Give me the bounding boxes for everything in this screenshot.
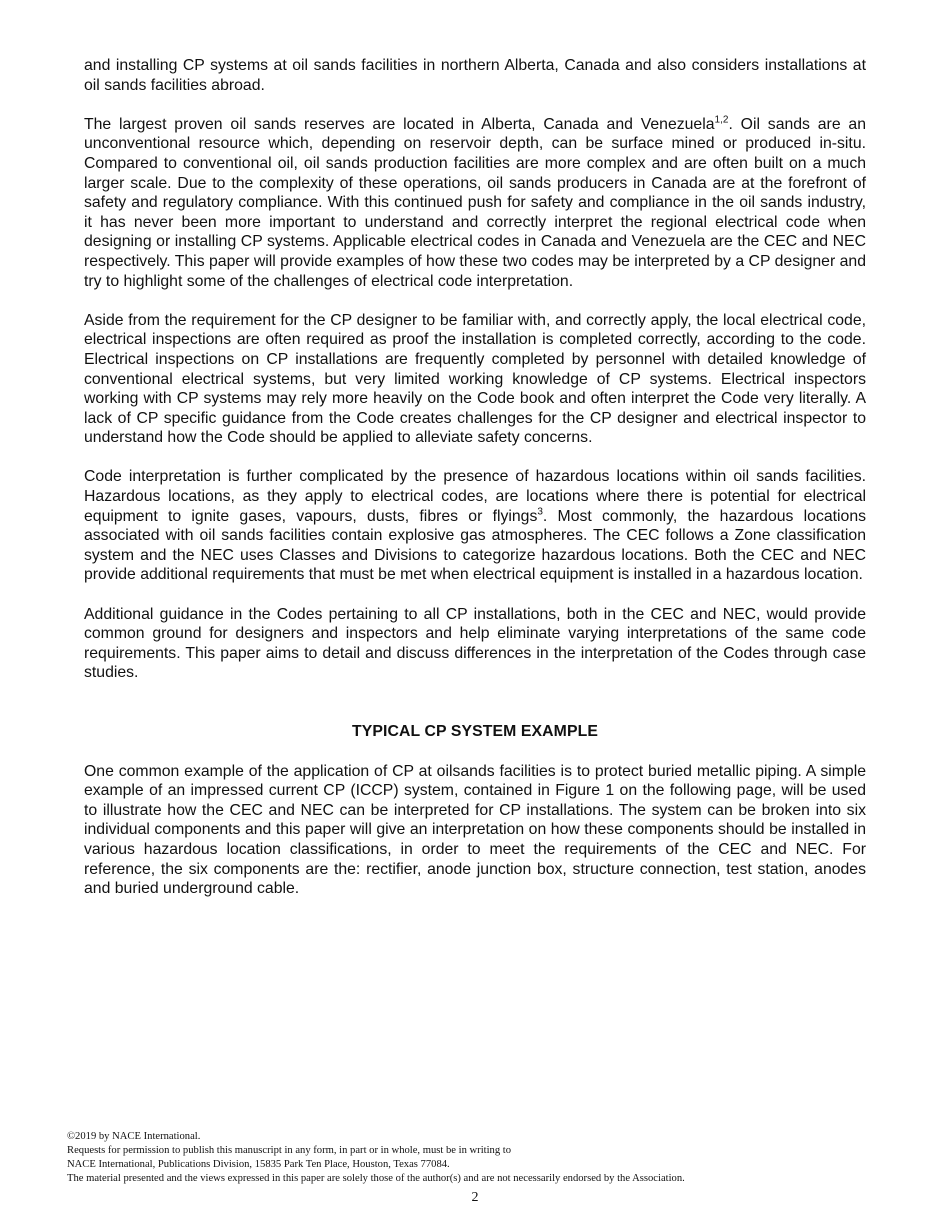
paragraph-continuation: and installing CP systems at oil sands facilities in northern Alberta, Canada and also considers installations at oil sands facilities abroad. <box>84 57 866 94</box>
citation-superscript: 3 <box>537 506 543 518</box>
footer-address: NACE International, Publications Division, 15835 Park Ten Place, Houston, Texas 77084. <box>67 1159 450 1170</box>
paragraph-electrical-inspections: Aside from the requirement for the CP designer to be familiar with, and correctly apply, the local electrical code, electrical inspections are often required as proof the installation is completed correctly, according to the code. Electrical inspections on CP installations are frequently completed by personnel with detailed knowledge of conventional electrical systems, but very limited working knowledge of CP systems. Electrical inspectors working with CP systems may rely more heavily on the Code book and often interpret the Code very literally. A lack of CP specific guidance from the Code creates challenges for the CP designer and electrical inspector to understand how the Code should be applied to alleviate safety concerns. <box>84 311 866 447</box>
paragraph-additional-guidance: Additional guidance in the Codes pertaining to all CP installations, both in the CEC and NEC, would provide common ground for designers and inspectors and help eliminate varying interpretations of the same code requirements. This paper aims to detail and discuss differences in the interpretation of the Codes through case studies. <box>84 605 866 682</box>
citation-superscript: 1,2 <box>714 114 729 126</box>
paragraph-text: The largest proven oil sands reserves are located in Alberta, Canada and Venezuela <box>84 115 715 133</box>
paragraph-text: . Oil sands are an unconventional resource which, depending on reservoir depth, can be surface mined or produced in-situ. Compared to conventional oil, oil sands production facilities are more complex and are often built on a much larger scale. Due to the complexity of these operations, oil sands producers in Canada are at the forefront of safety and regulatory compliance. With this continued push for safety and compliance in the oil sands industry, it has never been more important to understand and correctly interpret the regional electrical code when designing or installing CP systems. Applicable electrical codes in Canada and Venezuela are the CEC and NEC respectively. This paper will provide examples of how these two codes may be interpreted by a CP designer and try to highlight some of the challenges of electrical code interpretation. <box>84 115 867 290</box>
page-number: 2 <box>471 1190 479 1205</box>
footer-copyright: ©2019 by NACE International. <box>67 1131 201 1142</box>
footer-permission: Requests for permission to publish this manuscript in any form, in part or in whole, must be in writing to <box>67 1145 512 1156</box>
paragraph-cp-system-example: One common example of the application of CP at oilsands facilities is to protect buried metallic piping. A simple example of an impressed current CP (ICCP) system, contained in Figure 1 on the following page, will be used to illustrate how the CEC and NEC can be interpreted for CP installations. The system can be broken into six individual components and this paper will give an interpretation on how these components should be installed in various hazardous location classifications, in order to meet the requirements of the CEC and NEC. For reference, the six components are the: rectifier, anode junction box, structure connection, test station, anodes and buried underground cable. <box>84 762 866 898</box>
paragraph-oil-sands-reserves <box>84 115 866 291</box>
section-heading: TYPICAL CP SYSTEM EXAMPLE <box>352 723 598 740</box>
paragraph-text: Code interpretation is further complicated by the presence of hazardous locations within oil sands facilities. Hazardous locations, as they apply to electrical codes, are locations where there is potential for electrical equipment to ignite gases, vapours, dusts, fibres or flyings <box>84 468 866 525</box>
copyright-footer <box>67 1130 887 1186</box>
paragraph-text: . Most commonly, the hazardous locations associated with oil sands facilities contain explosive gas atmospheres. The CEC follows a Zone classification system and the NEC uses Classes and Divisions to categorize hazardous locations. Both the CEC and NEC provide additional requirements that must be met when electrical equipment is installed in a hazardous location. <box>84 507 867 584</box>
paper-page-body <box>84 56 866 918</box>
footer-disclaimer: The material presented and the views expressed in this paper are solely those of the author(s) and are not necessarily endorsed by the Association. <box>67 1173 685 1184</box>
paragraph-hazardous-locations <box>84 467 866 585</box>
